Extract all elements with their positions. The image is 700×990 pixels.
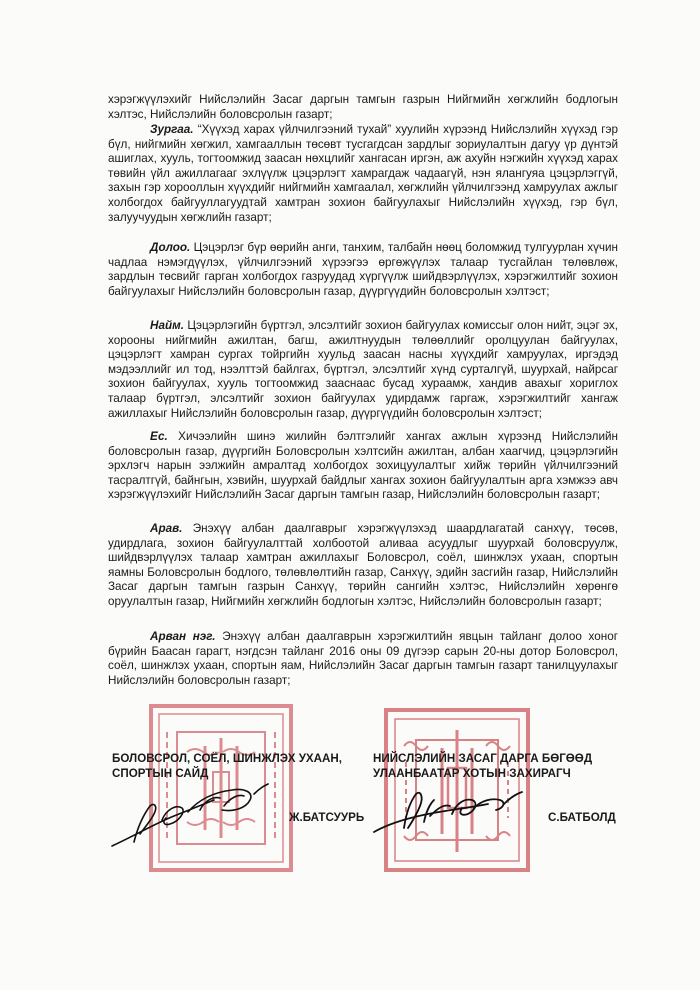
left-signatory-name: Ж.БАТСУУРЬ bbox=[289, 811, 365, 824]
item-11-text: Энэхүү албан даалгаврын хэрэгжилтийн явцын тайланг долоо хоног бүрийн Баасан гарагт, нэгдсэн тайланг 2016 оны 09 дүгээр сарын 20-ны дотор Боловсрол, соёл, шинжлэх ухаан, спортын яам, Нийслэлийн Засаг даргын тамгын газарт танилцуулахыг Нийслэлийн боловсролын газарт; bbox=[108, 630, 618, 687]
item-11-lead: Арван нэг. bbox=[150, 630, 216, 643]
item-9-paragraph bbox=[108, 430, 618, 503]
item-7-text: Цэцэрлэг бүр өөрийн анги, танхим, талбайн нөөц боломжид тулгуурлан хүчин чадлаа нэмэгдүүлэх, үйлчилгээний хүрээгээ өргөжүүлэх талаар тусгайлан төлөвлөж, зардлын төсвийг гарган холбогдох газруудад хүргүүлж шийдвэрлүүлэх, хэрэгжилтийг зохион байгуулахыг Нийслэлийн боловсролын газар, дүүргүүдийн боловсролын хэлтэст; bbox=[108, 241, 618, 298]
item-8-text: Цэцэрлэгийн бүртгэл, элсэлтийг зохион байгуулах комиссыг олон нийт, эцэг эх, хорооны нийгмийн ажилтан, багш, ажилтнуудын төлөөллийг оролцуулан байгуулах, цэцэрлэгт хамран сургах тойргийн хуульд заасан насны хүүхдийг хамруулах, иргэдэд мэдээллийг ил тод, нээлттэй байлгах, бүртгэл, элсэлтийг хүнд сурталгүй, шуурхай, найрсаг зохион байгуулах, хууль тогтоомжид зааснаас бусад хураамж, хандив авахыг хориглох талаар бүртгэл, элсэлтийг зохион байгуулах удирдамж гаргаж, хэрэгжилтийг хангаж ажиллахыг Нийслэлийн боловсролын газар, дүүргүүдийн боловсролын хэлтэст; bbox=[108, 319, 618, 420]
item-10-paragraph bbox=[108, 522, 618, 610]
item-10-text: Энэхүү албан даалгаврыг хэрэгжүүлэхэд шаардлагатай санхүү, төсөв, удирдлага, зохион байгуулалттай холбоотой аливаа асуудлыг шуурхай боловсруулж, шийдвэрлүүлэх талаар хамтран ажиллахыг Боловсрол, соёл, шинжлэх ухаан, спортын яамны Боловсролын бодлого, төлөвлөлтийн газар, Санхүү, эдийн засгийн газар, Нийслэлийн Засаг даргын тамгын газрын Санхүү, төрийн сангийн хэлтэс, Нийслэлийн хөрөнгө оруулалтын газар, Нийгмийн хөгжлийн бодлогын хэлтэс, Нийслэлийн боловсролын газарт; bbox=[108, 522, 618, 608]
item-8-paragraph bbox=[108, 319, 618, 421]
item-7-lead: Долоо. bbox=[150, 241, 191, 254]
right-signatory-name: С.БАТБОЛД bbox=[548, 811, 616, 824]
item-6-lead: Зургаа. bbox=[150, 123, 194, 136]
item-9-lead: Ес. bbox=[150, 430, 168, 443]
intro-paragraph: хэрэгжүүлэхийг Нийслэлийн Засаг даргын тамгын газрын Нийгмийн хөгжлийн бодлогын хэлтэс, Нийслэлийн боловсролын газарт; bbox=[108, 93, 618, 121]
item-7-paragraph bbox=[108, 241, 618, 299]
item-8-lead: Найм. bbox=[150, 319, 184, 332]
item-10-lead: Арав. bbox=[150, 522, 183, 535]
right-signatory-title-line1: НИЙСЛЭЛИЙН ЗАСАГ ДАРГА БӨГӨӨД bbox=[373, 752, 593, 765]
item-6-paragraph bbox=[108, 123, 618, 225]
left-handwritten-signature bbox=[104, 776, 274, 856]
left-signatory-title-line1: БОЛОВСРОЛ, СОЁЛ, ШИНЖЛЭХ УХААН, bbox=[112, 752, 343, 765]
left-signatory-title-line2: СПОРТЫН САЙД bbox=[112, 767, 209, 780]
item-11-paragraph bbox=[108, 630, 618, 688]
right-handwritten-signature bbox=[368, 778, 528, 848]
item-9-text: Хичээлийн шинэ жилийн бэлтгэлийг хангах ажлын хүрээнд Нийслэлийн боловсролын газар, дүүргийн Боловсролын хэлтсийн ажилтан, албан хаагчид, цэцэрлэгийн эрхлэгч нарын ээлжийн амралтад холбогдох зохицуулалтыг хийж төрийн үйлчилгээний тасралтгүй, байнгын, хэвийн, шуурхай байдлыг хангах зохион байгуулалтын арга хэмжээ авч хэрэгжүүлэхийг Нийслэлийн Засаг даргын тамгын газар, Нийслэлийн боловсролын газарт; bbox=[108, 430, 618, 502]
item-6-text: “Хүүхэд харах үйлчилгээний тухай” хуулийн хүрээнд Нийслэлийн хүүхэд гэр бүл, нийгмийн хөгжил, хамгааллын төсөвт тусгагдсан зардлыг зориулалтын дагуу үр дүнтэй ашиглах, хууль, тогтоомжид заасан нөхцлийг хангасан иргэн, аж ахуйн нэгжийн хүүхэд харах төвийн үйл ажиллагааг эхлүүлж цэцэрлэгт хамрагдаж чадаагүй, нэн ялангуяа цэцэрлэггүй, захын гэр хорооллын хүүхдийг нийгмийн хамгаалал, хөгжлийн үйлчилгээнд хамруулах ажлыг холбогдох байгууллагуудтай хамтран зохион байгуулахыг Нийслэлийн хүүхэд, гэр бүл, залуучуудын хөгжлийн газарт; bbox=[108, 123, 618, 224]
right-signatory-title-line2: УЛААНБААТАР ХОТЫН ЗАХИРАГЧ bbox=[373, 767, 571, 780]
